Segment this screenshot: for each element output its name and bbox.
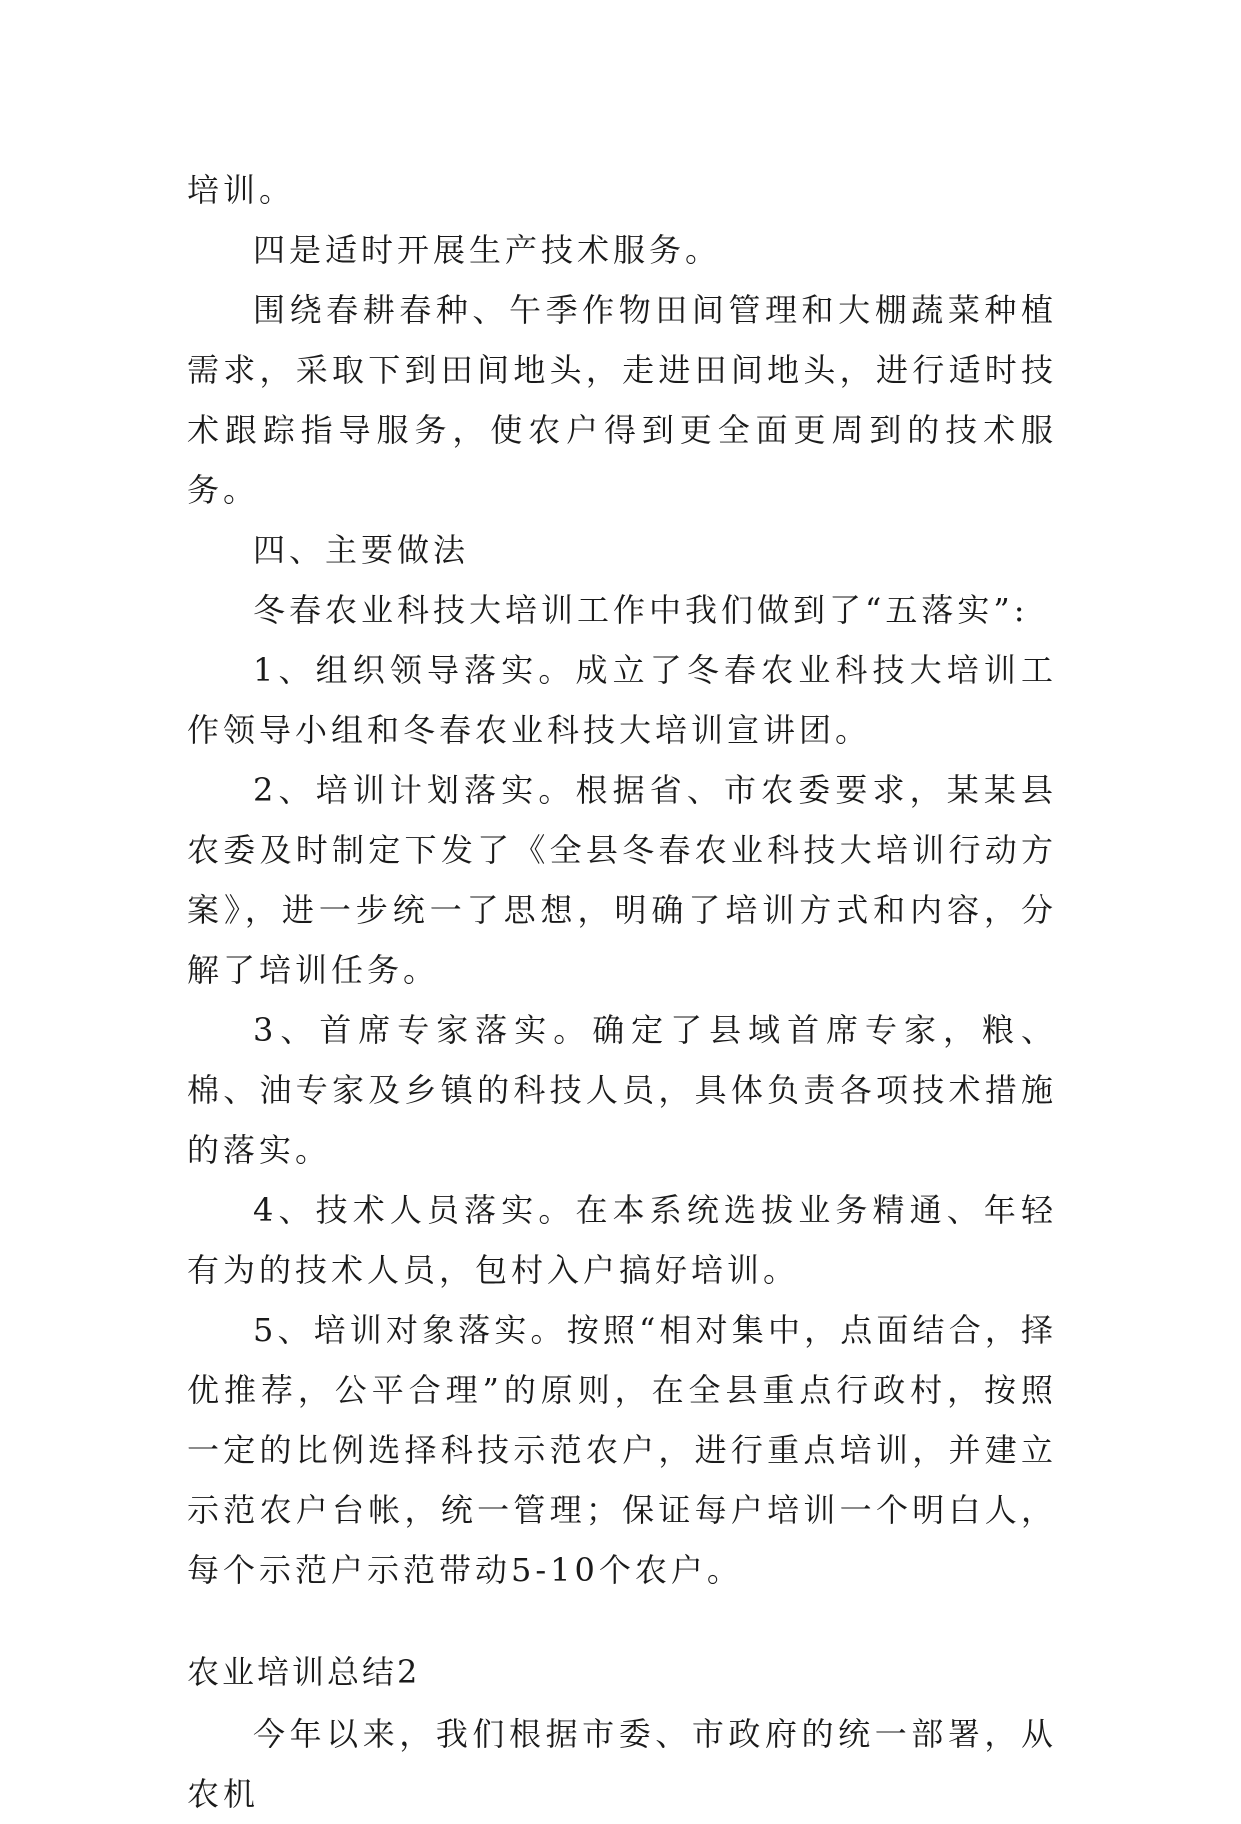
document-body <box>187 160 1057 1824</box>
section-title: 农业培训总结2 <box>187 1653 421 1691</box>
paragraph: 围绕春耕春种、午季作物田间管理和大棚蔬菜种植需求，采取下到田间地头，走进田间地头，进行适时技术跟踪指导服务，使农户得到更全面更周到的技术服务。 <box>187 291 1057 509</box>
list-item: 1、组织领导落实。成立了冬春农业科技大培训工作领导小组和冬春农业科技大培训宣讲团。 <box>187 651 1057 749</box>
paragraph: 冬春农业科技大培训工作中我们做到了“五落实”: <box>253 591 1029 629</box>
paragraph: 培训。 <box>187 171 296 209</box>
paragraph: 今年以来，我们根据市委、市政府的统一部署，从农机 <box>187 1715 1057 1813</box>
list-item: 2、培训计划落实。根据省、市农委要求，某某县农委及时制定下发了《全县冬春农业科技大培训行动方案》，进一步统一了思想，明确了培训方式和内容，分解了培训任务。 <box>187 771 1057 989</box>
paragraph: 四是适时开展生产技术服务。 <box>253 231 722 269</box>
list-item: 5、培训对象落实。按照“相对集中，点面结合，择优推荐，公平合理”的原则，在全县重点行政村，按照一定的比例选择科技示范农户，进行重点培训，并建立示范农户台帐，统一管理；保证每户培训一个明白人，每个示范户示范带动5-10个农户。 <box>187 1311 1057 1589</box>
list-item: 3、首席专家落实。确定了县域首席专家，粮、棉、油专家及乡镇的科技人员，具体负责各项技术措施的落实。 <box>187 1011 1057 1169</box>
section-heading: 四、主要做法 <box>253 531 470 569</box>
list-item: 4、技术人员落实。在本系统选拔业务精通、年轻有为的技术人员，包村入户搞好培训。 <box>187 1191 1057 1289</box>
